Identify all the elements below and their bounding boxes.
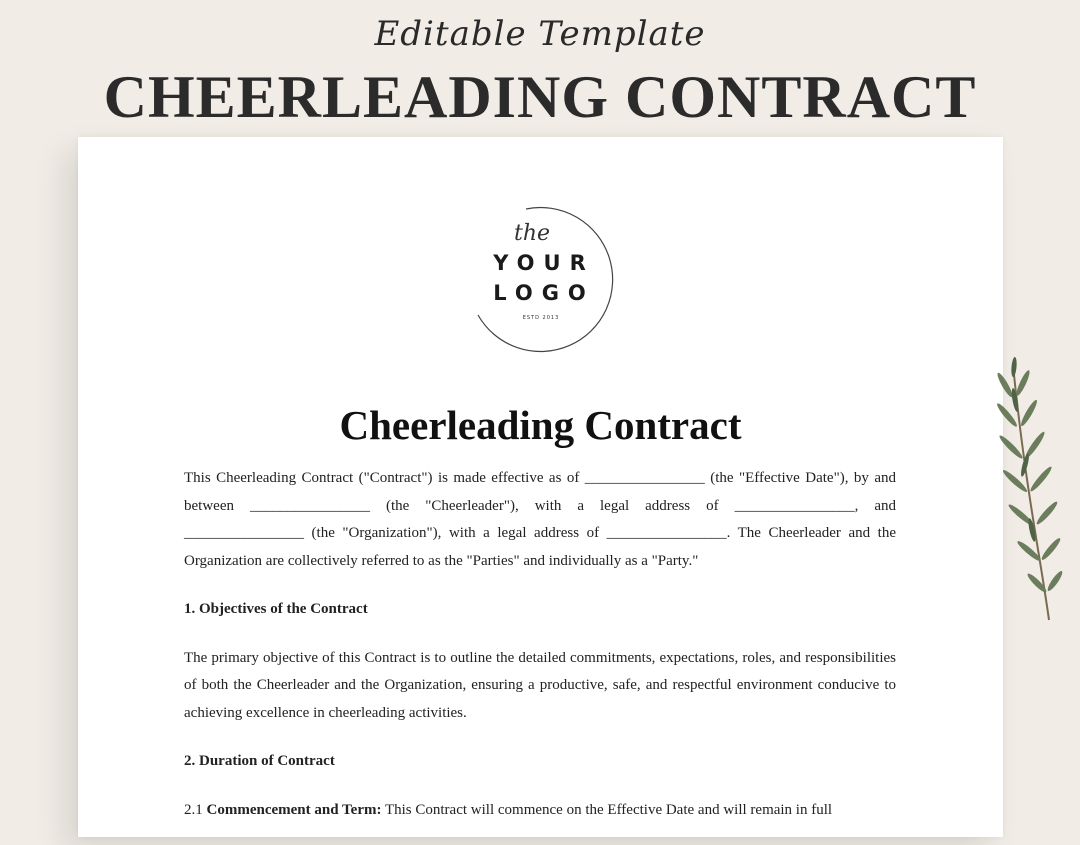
section-1-paragraph: The primary objective of this Contract is to outline the detailed commitments, expectations, roles, and responsibilities of both the Cheerleader and the Organization, ensuring a productive, safe, and respectful environment conducive to achieving excellence in cheerleading activities. — [184, 649, 896, 721]
logo-text-logo: LOGO — [493, 281, 595, 305]
clause-2-1-label: Commencement and Term: — [206, 801, 382, 818]
clause-2-1-text: This Contract will commence on the Effective Date and will remain in full — [384, 801, 833, 818]
clause-2-1 — [184, 797, 896, 825]
banner-title: CHEERLEADING CONTRACT — [103, 64, 977, 130]
logo-text-your: YOUR — [493, 251, 595, 275]
intro-paragraph: This Cheerleading Contract ("Contract") is made effective as of ________________ (the "Effective Date"), by and between ________________ (the "Cheerleader"), with a legal address of ________________, and ________________ (the "Organization"), with a legal address of ________________. The Cheerleader and the Organization are collectively referred to as the "Parties" and individually as a "Party." — [184, 470, 896, 569]
rosemary-sprig-icon — [985, 355, 1065, 625]
document-title: Cheerleading Contract — [339, 402, 742, 448]
section-1-heading: 1. Objectives of the Contract — [184, 601, 368, 617]
editable-template-subtitle: Editable Template — [374, 14, 706, 54]
document-body — [184, 465, 896, 845]
document-page — [78, 137, 1003, 837]
logo-estd: ESTD 2013 — [522, 315, 560, 321]
section-2-heading: 2. Duration of Contract — [184, 753, 335, 769]
logo-the-script: the — [514, 221, 551, 246]
clause-2-1-number: 2.1 — [184, 801, 203, 818]
logo — [466, 203, 616, 355]
